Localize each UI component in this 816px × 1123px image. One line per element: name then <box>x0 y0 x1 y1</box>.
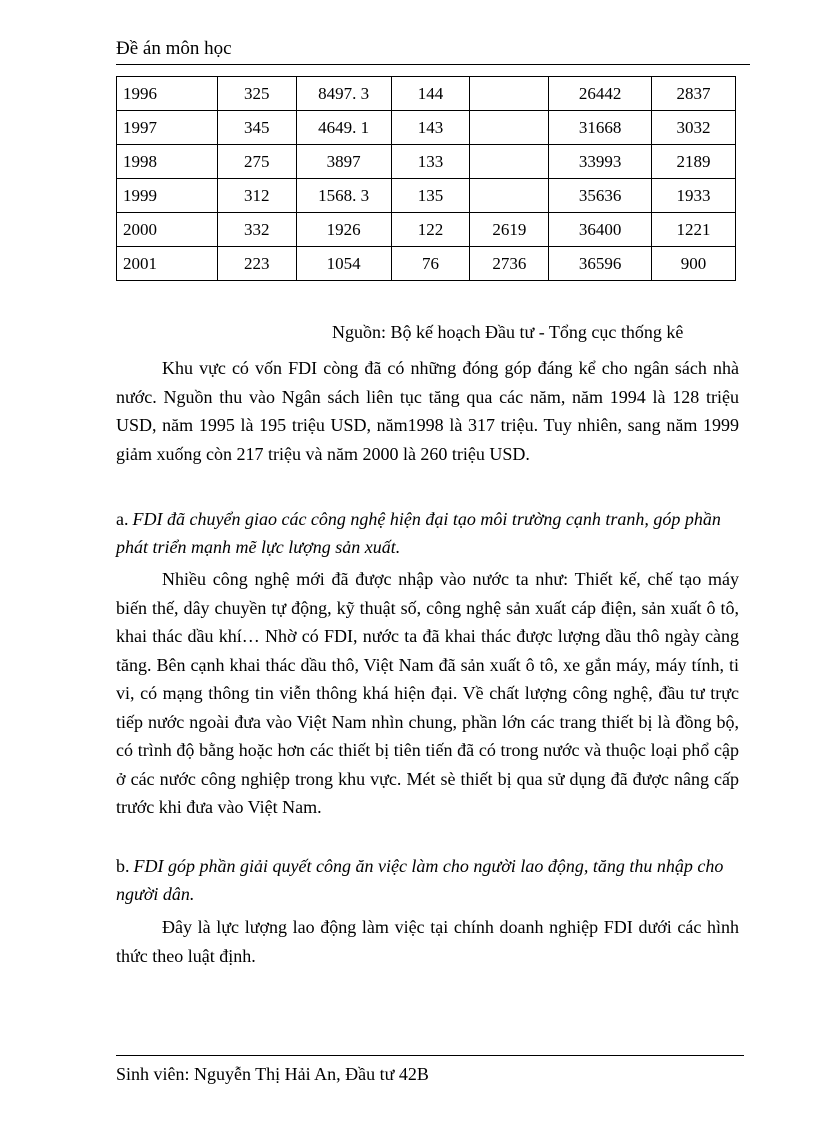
table-cell: 325 <box>217 77 296 111</box>
table-cell: 31668 <box>549 111 652 145</box>
table-cell-year: 2001 <box>117 247 218 281</box>
table-row <box>117 77 736 111</box>
statistics-table <box>116 76 736 281</box>
table-cell: 2189 <box>652 145 736 179</box>
page-footer-author: Sinh viên: Nguyễn Thị Hải An, Đầu tư 42B <box>116 1064 429 1084</box>
section-a-heading <box>116 505 739 561</box>
table-cell <box>470 179 549 213</box>
table-cell: 36400 <box>549 213 652 247</box>
paragraph-technology-transfer: Nhiều công nghệ mới đã được nhập vào nước ta như: Thiết kế, chế tạo máy biến thế, dây chuyền tự động, kỹ thuật số, công nghệ sản xuất cáp điện, sản xuất ô tô, khai thác dầu khí… Nhờ có FDI, nước ta đã khai thác được lượng dầu thô ngày càng tăng. Bên cạnh khai thác dầu thô, Việt Nam đã sản xuất ô tô, xe gắn máy, máy tính, ti vi, có mạng thông tin viễn thông khá hiện đại. Về chất lượng công nghệ, đầu tư trực tiếp nước ngoài đưa vào Việt Nam nhìn chung, phần lớn các trang thiết bị là đồng bộ, có trình độ bằng hoặc hơn các thiết bị tiên tiến đã có trong nước và thuộc loại phổ cập ở các nước công nghiệp trong khu vực. Mét sè thiết bị qua sử dụng đã được nâng cấp trước khi đưa vào Việt Nam. <box>116 569 739 817</box>
section-a-text: FDI đã chuyển giao các công nghệ hiện đại tạo môi trường cạnh tranh, góp phần phát triển mạnh mẽ lực lượng sản xuất. <box>116 509 721 557</box>
table-cell: 1054 <box>296 247 391 281</box>
table-cell-year: 1996 <box>117 77 218 111</box>
table-cell: 1933 <box>652 179 736 213</box>
table-cell: 223 <box>217 247 296 281</box>
table-cell: 2736 <box>470 247 549 281</box>
paragraph-labor-force: Đây là lực lượng lao động làm việc tại chính doanh nghiệp FDI dưới các hình thức theo luật định. <box>116 917 739 966</box>
table-cell: 275 <box>217 145 296 179</box>
table-cell: 332 <box>217 213 296 247</box>
table-row <box>117 213 736 247</box>
table-row <box>117 111 736 145</box>
table-cell: 345 <box>217 111 296 145</box>
table-row <box>117 179 736 213</box>
table-cell: 2619 <box>470 213 549 247</box>
table-cell <box>470 111 549 145</box>
table-cell: 3032 <box>652 111 736 145</box>
table-cell: 312 <box>217 179 296 213</box>
table-cell-year: 1999 <box>117 179 218 213</box>
section-a-marker: a. <box>116 509 129 529</box>
table-cell: 4649. 1 <box>296 111 391 145</box>
table-cell <box>470 77 549 111</box>
table-cell: 900 <box>652 247 736 281</box>
table-cell: 143 <box>391 111 470 145</box>
table-cell: 1568. 3 <box>296 179 391 213</box>
table-cell: 3897 <box>296 145 391 179</box>
table-row <box>117 145 736 179</box>
section-b-text: FDI góp phần giải quyết công ăn việc làm cho người lao động, tăng thu nhập cho người dân. <box>116 856 724 904</box>
table-cell: 144 <box>391 77 470 111</box>
paragraph-budget-contribution: Khu vực có vốn FDI còng đã có những đóng góp đáng kể cho ngân sách nhà nước. Nguồn thu vào Ngân sách liên tục tăng qua các năm, năm 1994 là 128 triệu USD, năm 1995 là 195 triệu USD, năm1998 là 317 triệu. Tuy nhiên, sang năm 1999 giảm xuống còn 217 triệu và năm 2000 là 260 triệu USD. <box>116 358 739 464</box>
table-cell: 135 <box>391 179 470 213</box>
page-header-title: Đề án môn học <box>116 38 232 59</box>
table-cell: 35636 <box>549 179 652 213</box>
table-cell: 36596 <box>549 247 652 281</box>
table-cell: 8497. 3 <box>296 77 391 111</box>
section-b-marker: b. <box>116 856 130 876</box>
footer-divider <box>116 1055 744 1056</box>
table-cell: 33993 <box>549 145 652 179</box>
table-cell: 2837 <box>652 77 736 111</box>
table-cell-year: 1997 <box>117 111 218 145</box>
section-b-heading <box>116 852 739 908</box>
table-cell: 26442 <box>549 77 652 111</box>
table-cell <box>470 145 549 179</box>
header-divider <box>116 64 750 65</box>
table-cell-year: 1998 <box>117 145 218 179</box>
table-cell: 76 <box>391 247 470 281</box>
table-cell: 133 <box>391 145 470 179</box>
table-cell: 1926 <box>296 213 391 247</box>
table-cell: 122 <box>391 213 470 247</box>
table-source-note: Nguồn: Bộ kế hoạch Đầu tư - Tổng cục thống kê <box>332 322 684 342</box>
table-cell: 1221 <box>652 213 736 247</box>
table-cell-year: 2000 <box>117 213 218 247</box>
table-row <box>117 247 736 281</box>
